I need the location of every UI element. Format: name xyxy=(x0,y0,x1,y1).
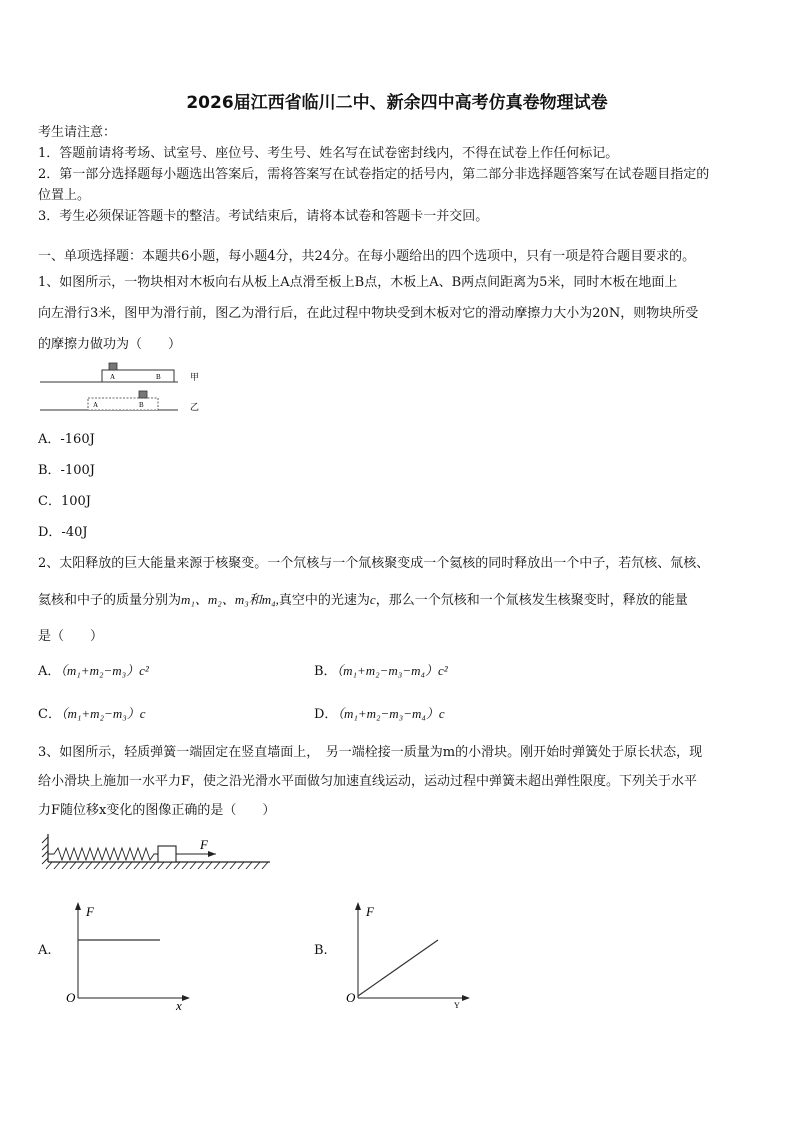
notice-item-3: 3．考生必须保证答题卡的整洁。考试结束后，请将本试卷和答题卡一并交回。 xyxy=(38,209,489,224)
q2-line-1: 2、太阳释放的巨大能量来源于核聚变。一个氘核与一个氚核聚变成一个氦核的同时释放出一个中子，若氘核、氚核、 xyxy=(38,556,710,571)
q1-option-d: D．-40J xyxy=(38,525,88,540)
q2-option-c xyxy=(38,703,146,722)
q1-option-c: C．100J xyxy=(38,494,91,509)
q1-line-1: 1、如图所示，一物块相对木板向右从板上A点滑至板上B点，木板上A、B两点间距离为5米，同时木板在地面上 xyxy=(38,275,678,290)
q3-graph-b-line xyxy=(358,940,438,996)
q2-option-a-expr: （m₁+m₂−m₃）c² xyxy=(60,663,149,678)
q2-line-2 xyxy=(38,589,688,608)
q3-graph-a-x-axis: x xyxy=(176,998,182,1012)
q3-line-1: 3、如图所示，轻质弹簧一端固定在竖直墙面上， 另一端栓接一质量为m的小滑块。刚开始时弹簧处于原长状态，现 xyxy=(38,745,703,760)
q3-graph-b xyxy=(344,900,474,1012)
q1-fig-a-bottom: A xyxy=(93,401,99,409)
q3-force-label: F xyxy=(200,837,208,852)
q2-line-2-post: 真空中的光速为 xyxy=(278,593,370,608)
q2-option-a xyxy=(38,660,149,679)
q1-option-b: B．-100J xyxy=(38,463,95,478)
section-heading: 一、单项选择题：本题共6小题，每小题4分，共24分。在每小题给出的四个选项中，只有一项是符合题目要求的。 xyxy=(38,249,696,264)
q2-option-b-label: B． xyxy=(314,664,337,679)
q1-option-a: A．-160J xyxy=(38,432,95,447)
q2-option-b-expr: （m₁+m₂−m₃−m₄）c² xyxy=(336,663,448,678)
q1-line-2: 向左滑行3米，图甲为滑行前，图乙为滑行后，在此过程中物块受到木板对它的滑动摩擦力大小为20N，则物块所受 xyxy=(38,306,699,321)
q3-graph-b-origin: O xyxy=(346,990,356,1005)
q3-graph-a-y-axis: F xyxy=(86,904,94,919)
q2-option-d-expr: （m₁+m₂−m₃−m₄）c xyxy=(337,706,445,721)
q3-graph-a-origin: O xyxy=(66,990,76,1005)
q2-masses: m₁、m₂、m₃和m₄, xyxy=(181,592,279,607)
q3-graph-a xyxy=(64,900,194,1012)
q3-graph-b-y-axis: F xyxy=(366,904,374,919)
q1-line-3: 的摩擦力做功为（ ） xyxy=(38,337,182,352)
notice-item-2: 2．第一部分选择题每小题选出答案后，需将答案写在试卷指定的括号内，第二部分非选择题答案写在试卷题目指定的 xyxy=(38,167,710,182)
q2-option-c-label: C． xyxy=(38,707,61,722)
page-title: 2026届江西省临川二中、新余四中高考仿真卷物理试卷 xyxy=(186,93,608,113)
notice-heading: 考生请注意： xyxy=(38,125,117,140)
q1-fig-yi: 乙 xyxy=(190,402,200,412)
q2-line-2-pre: 氦核和中子的质量分别为 xyxy=(38,593,182,608)
q3-spring-figure xyxy=(40,832,272,876)
q1-fig-a-top: A xyxy=(110,373,116,381)
q2-option-d xyxy=(314,703,445,722)
q2-line-2-end: ，那么一个氘核和一个氚核发生核聚变时，释放的能量 xyxy=(375,593,688,608)
q1-figure xyxy=(38,360,208,416)
q1-fig-b-top: B xyxy=(156,373,161,381)
q1-fig-jia: 甲 xyxy=(190,372,200,382)
q2-option-d-label: D． xyxy=(314,707,338,722)
q2-option-b xyxy=(314,660,448,679)
notice-item-2-cont: 位置上。 xyxy=(38,188,91,203)
q2-option-c-expr: （m₁+m₂−m₃）c xyxy=(60,706,146,721)
notice-item-1: 1．答题前请将考场、试室号、座位号、考生号、姓名写在试卷密封线内，不得在试卷上作任何标记。 xyxy=(38,146,619,161)
q2-line-3: 是（ ） xyxy=(38,629,104,644)
q3-line-3: 力F随位移x变化的图像正确的是（ ） xyxy=(38,803,276,818)
q2-option-a-label: A． xyxy=(38,664,61,679)
q1-fig-b-bottom: B xyxy=(139,401,144,409)
q3-graph-b-label: B. xyxy=(314,943,328,958)
q3-line-2: 给小滑块上施加一水平力F，使之沿光滑水平面做匀加速直线运动，运动过程中弹簧未超出弹性限度。下列关于水平 xyxy=(38,774,698,789)
q2-light-speed: c xyxy=(369,592,376,607)
q3-graph-a-label: A. xyxy=(38,943,52,958)
q3-graph-b-x-axis: Y xyxy=(454,1001,460,1010)
